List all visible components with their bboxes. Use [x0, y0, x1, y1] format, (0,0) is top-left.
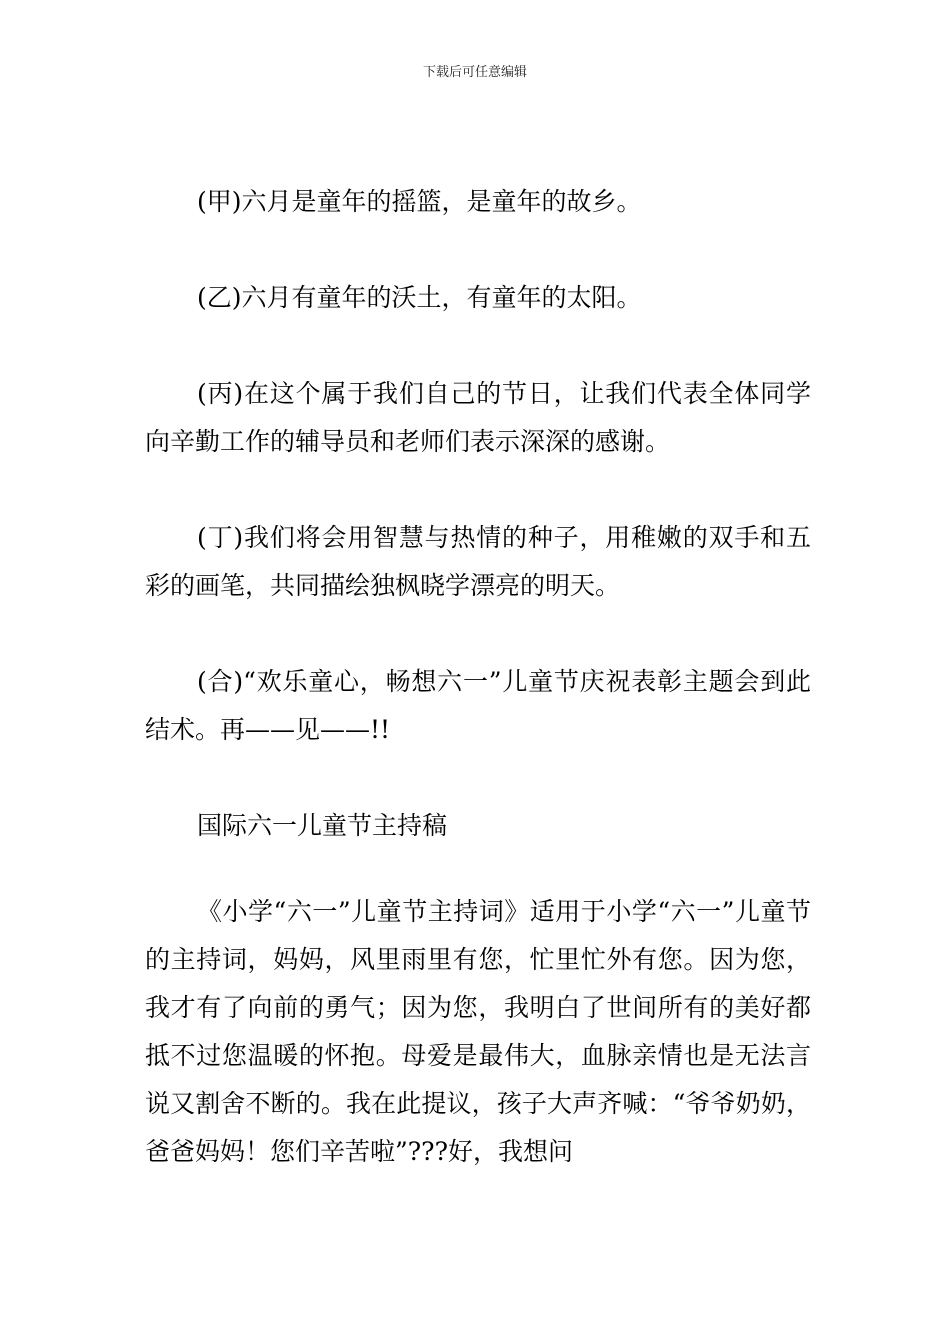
paragraph-he: (合)“欢乐童心，畅想六一”儿童节庆祝表彰主题会到此结术。再——见——!!	[145, 667, 811, 744]
paragraph-ding: (丁)我们将会用智慧与热情的种子，用稚嫩的双手和五彩的画笔，共同描绘独枫晓学漂亮的明天。	[145, 523, 811, 600]
paragraph-bing: (丙)在这个属于我们自己的节日，让我们代表全体同学向辛勤工作的辅导员和老师们表示深深的感谢。	[145, 379, 811, 456]
paragraph-intro: 《小学“六一”儿童节主持词》适用于小学“六一”儿童节的主持词，妈妈，风里雨里有您，忙里忙外有您。因为您，我才有了向前的勇气；因为您，我明白了世间所有的美好都抵不过您温暖的怀抱。母爱是最伟大，血脉亲情也是无法言说又割舍不断的。我在此提议，孩子大声齐喊：“爷爷奶奶，爸爸妈妈！您们辛苦啦”???好，我想问	[145, 897, 812, 1166]
section-title: 国际六一儿童节主持稿	[197, 811, 448, 840]
paragraph-yi: (乙)六月有童年的沃土，有童年的太阳。	[197, 283, 642, 312]
document-body	[145, 178, 811, 1224]
paragraph-jia: (甲)六月是童年的摇篮，是童年的故乡。	[197, 187, 642, 216]
page-header: 下载后可任意编辑	[422, 65, 527, 80]
